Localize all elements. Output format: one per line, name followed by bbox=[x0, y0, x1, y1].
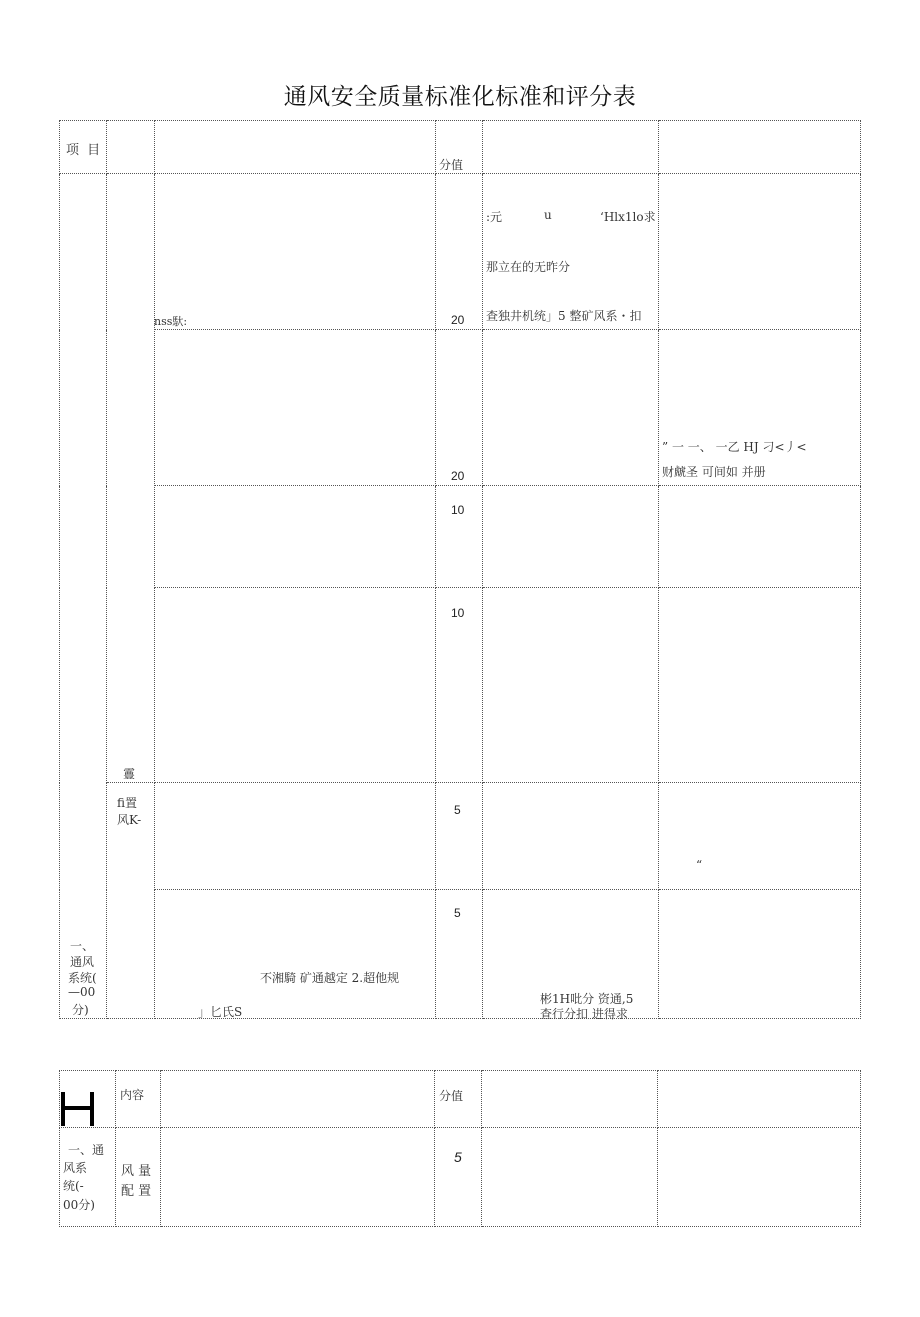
row6-content-1: 不湘騎 矿通越定 2.超他规 bbox=[260, 971, 400, 985]
row2-remark-1: ” 一 一、 一乙 HJ 刁<丿< bbox=[662, 440, 807, 454]
table2-score: 5 bbox=[454, 1149, 462, 1165]
category-line-3: 系统( bbox=[68, 971, 97, 985]
row6-score: 5 bbox=[454, 906, 461, 920]
category-line-5: 分) bbox=[72, 1003, 89, 1017]
row5-remark: “ bbox=[696, 858, 703, 872]
row3-score: 10 bbox=[451, 503, 465, 517]
scoring-table-1 bbox=[59, 120, 861, 1019]
table2-category-4: 00分) bbox=[63, 1198, 95, 1212]
row1-score: 20 bbox=[451, 313, 465, 327]
row5-sub-label-1: fi置 bbox=[117, 796, 138, 810]
table2-category-1: 一、通 bbox=[68, 1143, 105, 1157]
row6-content-2: 」匕氏S bbox=[198, 1005, 243, 1019]
row1-deduct-2: u bbox=[544, 208, 552, 222]
row1-deduct-1: :元 bbox=[486, 210, 503, 224]
row5-sub-label-2: 风K- bbox=[117, 813, 142, 827]
row2-score: 20 bbox=[451, 469, 465, 483]
row4-score: 10 bbox=[451, 606, 465, 620]
table2-item-1: 风 量 bbox=[121, 1164, 152, 1179]
h-mark-icon bbox=[59, 1088, 97, 1128]
row6-deduct-2: 查行分扣 进得求 bbox=[540, 1007, 628, 1021]
table2-header-score: 分值 bbox=[439, 1089, 464, 1103]
row5-score: 5 bbox=[454, 803, 461, 817]
category-line-1: 一、 bbox=[70, 939, 95, 953]
row1-deduct-5: 查独井机统」5 整矿风系・扣 bbox=[486, 309, 642, 323]
header-score: 分值 bbox=[439, 158, 464, 172]
category-line-2: 通风 bbox=[70, 955, 95, 969]
row2-remark-2: 财虤圣 可间如 并册 bbox=[662, 465, 766, 479]
row1-deduct-3: ‘Hlx1lo求 bbox=[600, 210, 656, 224]
row6-deduct-1: 彬1H吡分 资通,5 bbox=[540, 992, 634, 1006]
row1-deduct-4: 那立在的无昨分 bbox=[486, 260, 571, 274]
category-line-4: —00 bbox=[68, 985, 96, 999]
table2-category-3: 统(- bbox=[63, 1179, 84, 1193]
table2-category-2: 风系 bbox=[63, 1161, 88, 1175]
header-item: 项 目 bbox=[66, 143, 103, 158]
row4-sub-label: 霻 bbox=[123, 767, 136, 781]
table2-header-content: 内容 bbox=[120, 1088, 145, 1102]
table2-item-2: 配 置 bbox=[121, 1184, 152, 1199]
row1-content: nss馱: bbox=[154, 315, 188, 328]
page-title: 通风安全质量标准化标准和评分表 bbox=[283, 84, 637, 110]
